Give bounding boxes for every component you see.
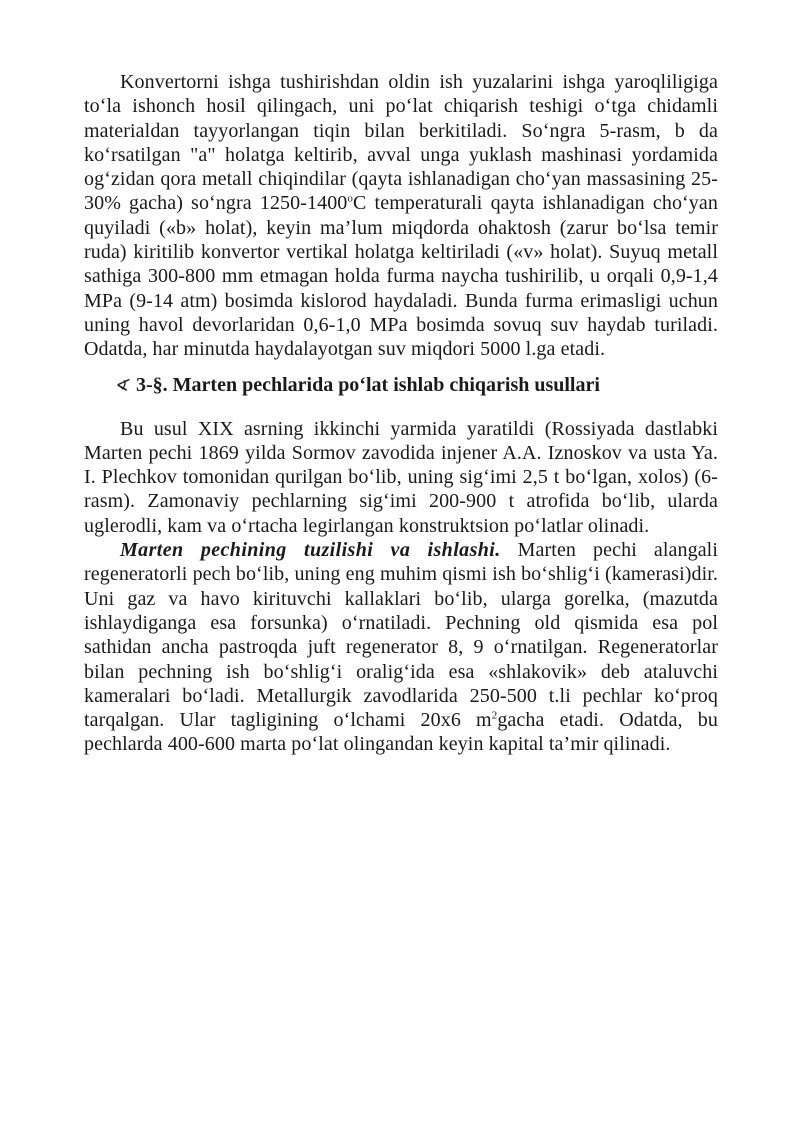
paragraph-marten-history: Bu usul XIX asrning ikkinchi yarmida yaratildi (Rossiyada dastlabki Marten pechi 1869 yilda Sormov zavodida injener A.A. Iznoskov va usta Ya. I. Plechkov tomonidan qurilgan bo‘lib, uning sig‘imi 2,5 t bo‘lgan, xolos) (6-rasm). Zamonaviy pechlarning sig‘imi 200-900 t atrofida bo‘lib, ularda uglerodli, kam va o‘rtacha legirlangan konstruktsion po‘latlar olinadi. xyxy=(84,417,718,537)
paragraph-lead-title: Marten pechining tuzilishi va ishlashi. xyxy=(120,539,501,562)
paragraph-text: Marten pechi alangali regeneratorli pech bo‘lib, uning eng muhim qismi ish bo‘shlig‘i (kamerasi)dir. Uni gaz va havo kirituvchi kallaklari bo‘lib, ularga gorelka, (mazutda ishlaydiganga esa forsunka) o‘rnatiladi. Pechning old qismida esa pol sathidan ancha pastroqda juft regenerator 8, 9 o‘rnatilgan. Regeneratorlar bilan pechning ish bo‘shlig‘i oralig‘ida esa «shlakovik» deb ataluvchi kameralari bo‘ladi. Metallurgik zavodlarida 250-500 t.li pechlar ko‘proq tarqalgan. Ular tagligining o‘lchami 20x6 m xyxy=(84,539,718,732)
paragraph-converter-operation xyxy=(84,70,718,362)
spacer xyxy=(84,401,718,417)
paragraph-text-continued: gacha etadi. Odatda, bu pechlarda 400-600 marta po‘lat olingandan keyin kapital ta’mir qilinadi. xyxy=(84,709,718,756)
section-mark-icon: ∢ xyxy=(114,375,129,395)
section-heading-text: 3-§. Marten pechlarida po‘lat ishlab chiqarish usullari xyxy=(136,373,600,396)
section-heading xyxy=(84,370,718,401)
paragraph-marten-structure xyxy=(84,538,718,757)
document-page xyxy=(84,70,718,757)
degree-superscript: o xyxy=(347,192,354,205)
paragraph-text: Konvertorni ishga tushirishdan oldin ish yuzalarini ishga yaroqliligiga to‘la ishonch hosil qilingach, uni po‘lat chiqarish teshigi o‘tga chidamli materialdan tayyorlangan tiqin bilan berkitiladi. So‘ngra 5-rasm, b da ko‘rsatilgan "a" holatga keltirib, avval unga yuklash mashinasi yordamida og‘zidan qora metall chiqindilar (qayta ishlanadigan cho‘yan massasining 25-30% gacha) so‘ngra 1250-1400 xyxy=(84,71,718,215)
paragraph-text-continued: C temperaturali qayta ishlanadigan cho‘yan quyiladi («b» holat), keyin ma’lum miqdorda ohaktosh (zarur bo‘lsa temir ruda) kiritilib konvertor vertikal holatga keltiriladi («v» holat). Suyuq metall sathiga 300-800 mm etmagan holda furma naycha tushirilib, u orqali 0,9-1,4 MPa (9-14 atm) bosimda kislorod haydaladi. Bunda furma erimasligi uchun uning havol devorlaridan 0,6-1,0 MPa bosimda sovuq suv haydab turiladi. Odatda, har minutda haydalayotgan suv miqdori 5000 l.ga etadi. xyxy=(84,192,718,361)
squared-superscript: 2 xyxy=(491,709,498,722)
